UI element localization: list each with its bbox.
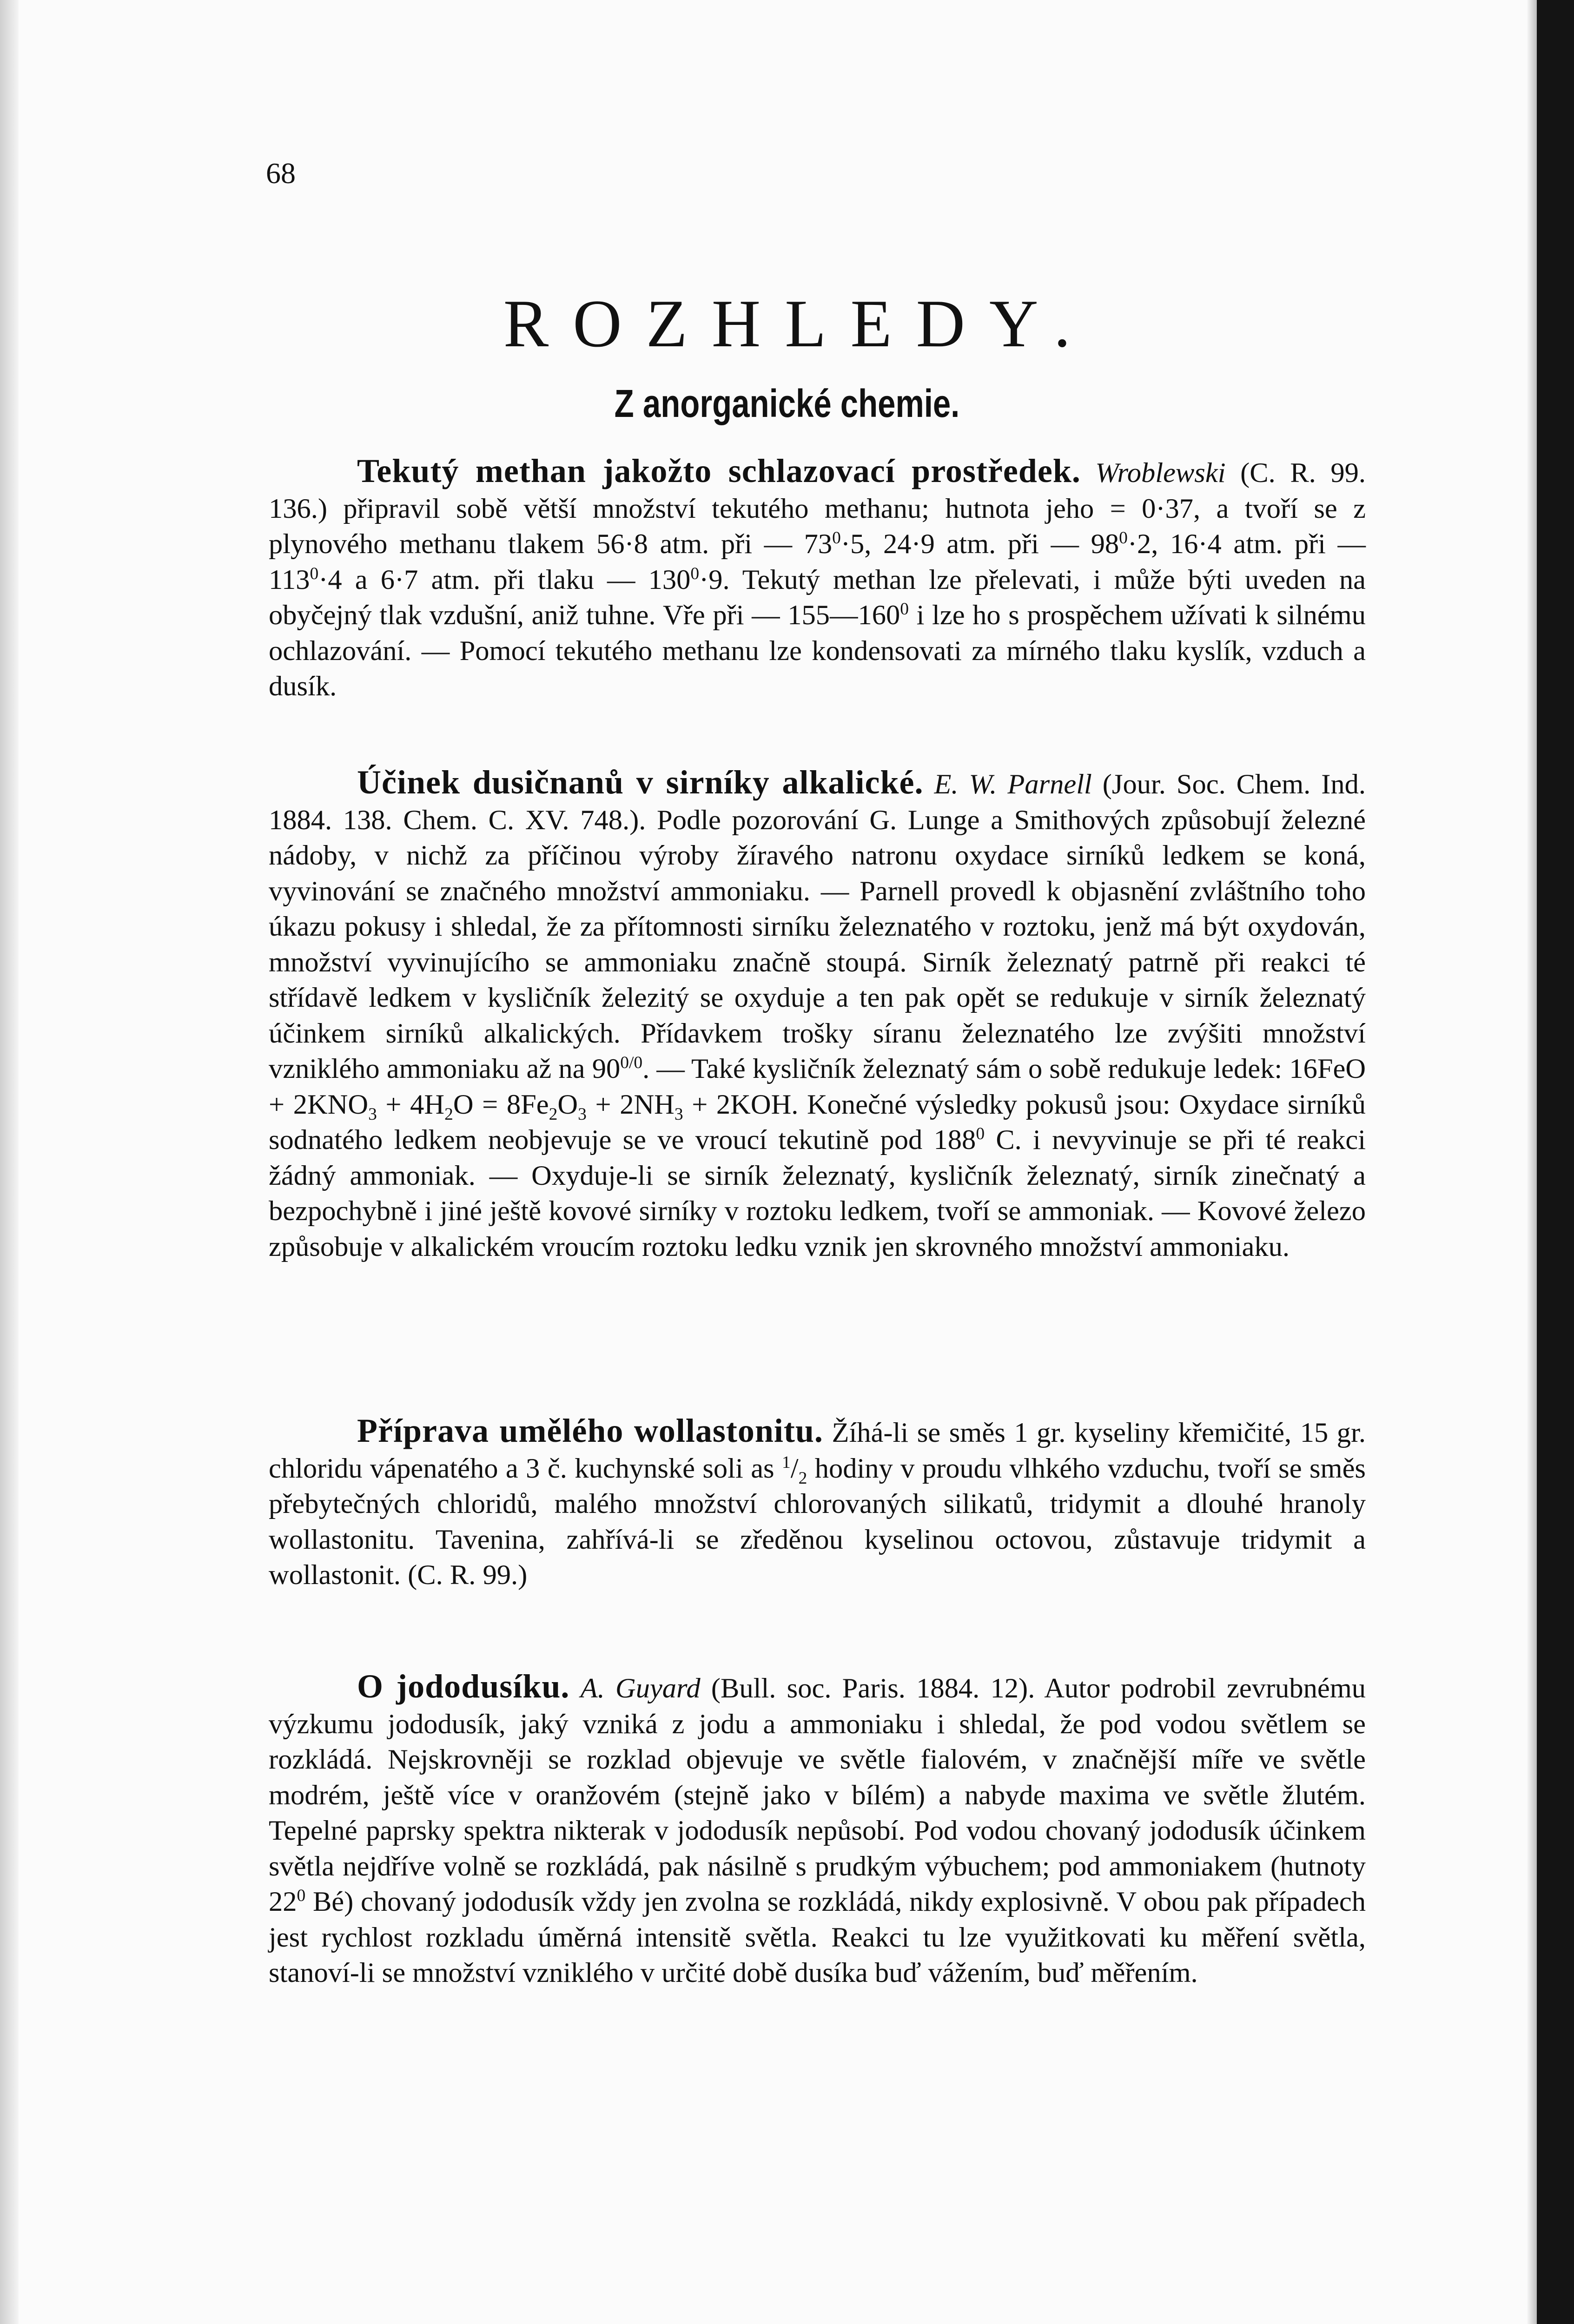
- article-text: + 2NH: [586, 1089, 675, 1120]
- article-text: ·2, 16·4 atm. při — 113: [269, 528, 1366, 595]
- article-text: ·9. Tekutý methan lze přelevati, i může býti uveden na obyčejný tlak vzdušní, aniž tuhne. Vře při — 155—160: [269, 564, 1366, 631]
- degree-mark: 0: [1119, 528, 1128, 548]
- article-text: O: [557, 1089, 578, 1120]
- subscript: 2: [549, 1104, 558, 1124]
- degree-mark: 0: [310, 564, 319, 583]
- page-number: 68: [266, 157, 296, 190]
- article-text: hodiny v proudu vlhkého vzduchu, tvoří se směs přebytečných chloridů, malého množství chlorovaných silikatů, tridymit a dlouhé hranoly wollastonitu. Tavenina, zahřívá-li se zředěnou kyselinou octovou, zůstavuje tridymit a wollastonit. (C. R. 99.): [269, 1452, 1366, 1591]
- degree-mark: 0: [976, 1124, 985, 1143]
- article-text: ·4 a 6·7 atm. při tlaku — 130: [318, 564, 691, 595]
- article-heading: Příprava umělého wollastonitu.: [357, 1412, 823, 1449]
- article-liquid-methane: [269, 453, 1366, 705]
- article-author: Wroblewski: [1095, 457, 1226, 489]
- article-text: Bé) chovaný jododusík vždy jen zvolna se rozkládá, nikdy explosivně. V obou pak případech jest rychlost rozkladu úměrná intensitě světla. Reakci tu lze využitkovati ku měření světla, stanoví-li se množství vzniklého v určité době dusíka buď vážením, buď měřením.: [269, 1886, 1366, 1988]
- fraction-denominator: 2: [798, 1468, 807, 1488]
- subscript: 3: [674, 1104, 683, 1124]
- fraction-numerator: 1: [782, 1452, 791, 1472]
- article-heading: O jododusíku.: [357, 1668, 570, 1705]
- subscript: 2: [444, 1104, 453, 1124]
- degree-mark: 0: [900, 599, 909, 619]
- article-text: + 2KOH. Konečné výsledky pokusů jsou: Oxydace sirníků sodnatého ledkem neobjevuje se ve vroucí tekutině pod 188: [269, 1089, 1366, 1155]
- article-text: i lze ho s prospěchem užívati k silnému ochlazování. — Pomocí tekutého methanu lze kondensovati za mírného tlaku kyslík, vzduch a dusík.: [269, 600, 1366, 702]
- article-nitrates-sulfides: [269, 765, 1366, 1265]
- article-heading: Tekutý methan jakožto schlazovací prostředek.: [357, 452, 1081, 489]
- article-author: A. Guyard: [580, 1673, 701, 1704]
- article-text: Žíhá-li se směs 1 gr. kyseliny křemičité, 15 gr. chloridu vápenatého a 3 č. kuchynské soli as: [269, 1417, 1366, 1484]
- running-title: ROZHLEDY.: [503, 286, 1095, 361]
- article-wollastonite: Příprava umělého wollastonitu. Žíhá-li se směs 1 gr. kyseliny křemičité, 15 gr. chloridu vápenatého a 3 č. kuchynské soli as $^1/_2$ hodiny v proudu vlhkého vzduchu, tvoří se směs přebytečných chloridů, malého množství chlorovaných silikatů, tridymit a dlouhé hranoly wollastonitu. Tavenina, zahřívá-li se zředěnou kyselinou octovou, zůstavuje tridymit a wollastonit. (C. R. 99.): [269, 1412, 1366, 1591]
- subscript: 3: [368, 1104, 377, 1124]
- article-text: O = 8Fe: [453, 1089, 549, 1120]
- article-author: E. W. Parnell: [934, 769, 1092, 800]
- degree-mark: 0: [690, 564, 700, 583]
- degree-mark: 0: [297, 1886, 306, 1905]
- article-nitrogen-iodide: [269, 1669, 1366, 1991]
- article-text: (Bull. soc. Paris. 1884. 12). Autor podrobil zevrubnému výzkumu jododusík, jaký vzniká z jodu a ammoniaku i shledal, že pod vodou světlem se rozkládá. Nejskrovněji se rozklad objevuje ve světle fialovém, v značnější míře ve světle modrém, ještě více v oranžovém (stejně jako v bílém) a nabyde maxima ve světle žlutém. Tepelné paprsky spektra nikterak v jododusík nepůsobí. Pod vodou chovaný jododusík účinkem světla nejdříve volně se rozkládá, pak násilně s prudkým výbuchem; pod ammoniakem (hutnoty 22: [269, 1673, 1366, 1917]
- article-text: (C. R. 99. 136.) připravil sobě větší množství tekutého methanu; hutnota jeho = 0·37, a tvoří se z plynového methanu tlakem 56·8 atm. při — 73: [269, 457, 1366, 560]
- percent-mark: 0/0: [620, 1053, 643, 1072]
- article-heading: Účinek dusičnanů v sirníky alkalické.: [357, 764, 924, 801]
- article-text: + 4H: [377, 1089, 445, 1120]
- section-title: Z anorganické chemie.: [614, 382, 960, 425]
- article-text: C. i nevyvinuje se při té reakci žádný ammoniak. — Oxyduje-li se sirník železnatý, kysličník železnatý, sirník zinečnatý a bezpochybně i jiné ještě kovové sirníky v roztoku ledkem, tvoří se ammoniak. — Kovové železo způsobuje v alkalickém vroucím roztoku ledku vznik jen skrovného množství ammoniaku.: [269, 1124, 1366, 1262]
- degree-mark: 0: [832, 528, 841, 548]
- article-text: (Jour. Soc. Chem. Ind. 1884. 138. Chem. C. XV. 748.). Podle pozorování G. Lunge a Smithových způsobují železné nádoby, v nichž za příčinou výroby žíravého natronu oxydace sirníků ledkem se koná, vyvinování se značného množství ammoniaku. — Parnell provedl k objasnění zvláštního toho úkazu pokusy i shledal, že za přítomnosti sirníku železnatého v roztoku, jenž má být oxydován, množství vyvinujícího se ammoniaku značně stoupá. Sirník železnatý patrně při reakci té střídavě ledkem v kysličník železitý se oxyduje a ten pak opět se redukuje v sirník železnatý účinkem sirníků alkalických. Přídavkem trošky síranu železnatého lze zvýšiti množství vzniklého ammoniaku až na 90: [269, 769, 1366, 1084]
- subscript: 3: [578, 1104, 587, 1124]
- article-text: . — Také kysličník železnatý sám o sobě redukuje ledek: 16FeO + 2KNO: [269, 1053, 1366, 1120]
- article-text: ·5, 24·9 atm. při — 98: [840, 528, 1119, 560]
